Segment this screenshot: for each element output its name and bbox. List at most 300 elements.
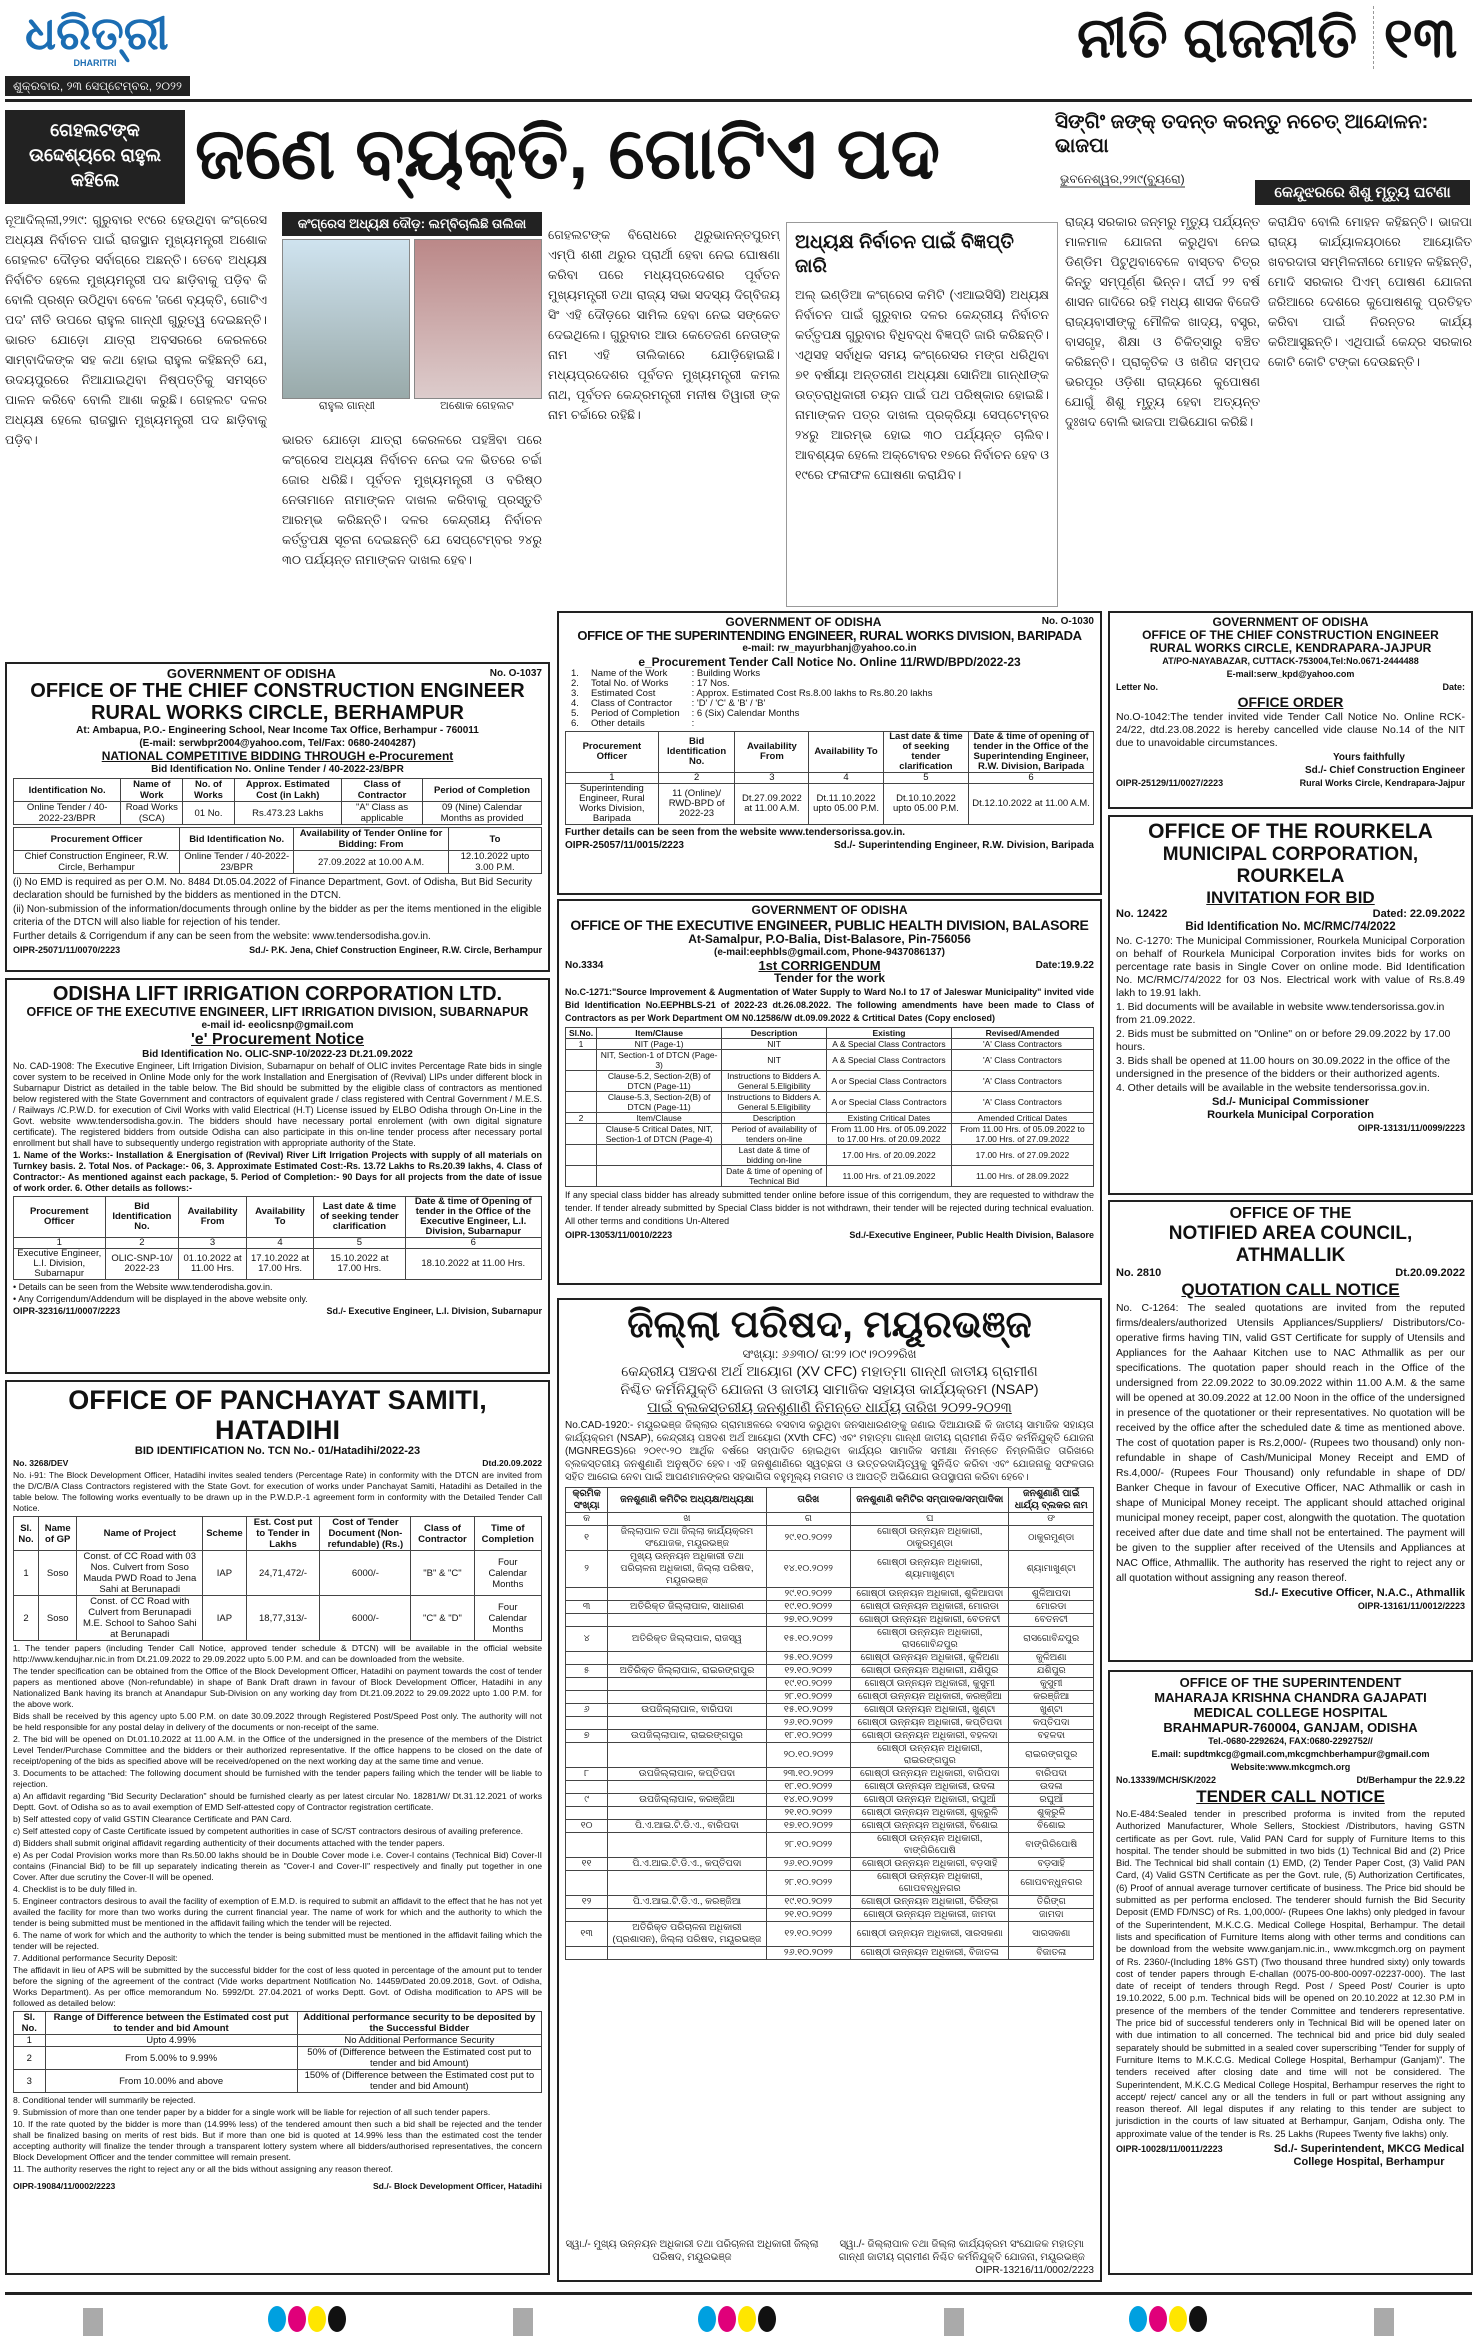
table-cell: ମୋରଡା [1009, 1601, 1094, 1614]
clauses [13, 1643, 542, 2009]
table-cell [608, 1947, 766, 1960]
signature: Sd./- Superintendent, MKCG Medical College Hospital, Berhampur [1273, 2143, 1465, 2169]
notice-date: Dtd.20.09.2022 [482, 1458, 542, 1468]
notice-body: No.O-1042:The tender invited vide Tender Call Notice No. Online RCK-24/22, dtd.23.08.2022 is hereby cancelled vide clause No.14 of the NIT due to unavoidable circumstances. [1116, 711, 1465, 749]
table-cell: ବହଳଦା [1009, 1730, 1094, 1743]
letter-no: Letter No. [1116, 682, 1159, 692]
table-cell: କପ୍ତିପଦା [1009, 1717, 1094, 1730]
table-cell: From 11.00 Hrs. of 05.09.2022 to 17.00 Hrs. of 27.09.2022 [951, 1124, 1093, 1145]
table-cell: ୨୮.୧୦.୨୦୨୨ [766, 1833, 850, 1858]
table-cell: କ୍ରମିକ ସଂଖ୍ୟା [566, 1488, 608, 1513]
table-cell: 1 [14, 2035, 46, 2047]
table-cell: ୨୧.୧୦.୨୦୨୨ [766, 1909, 850, 1922]
table-cell: 5. [571, 708, 579, 719]
oipr-code: OIPR-10028/11/0011/2223 [1116, 2144, 1223, 2155]
email: e-mail: rw_mayurbhanj@yahoo.co.in [742, 643, 917, 654]
table-cell: ଗୋଷ୍ଠୀ ଉନ୍ନୟନ ଅଧିକାରୀ, ଉଦଳା [851, 1781, 1009, 1794]
table-row [566, 1678, 1094, 1691]
table-cell [566, 1947, 608, 1960]
table-cell: 2 [658, 773, 735, 784]
table-cell: Upto 4.99% [45, 2035, 297, 2047]
notice-rw-kendrapara [1108, 611, 1473, 809]
signature: Sd./- Chief Construction Engineer [1304, 765, 1465, 776]
table-cell: ୯ [566, 1794, 608, 1807]
table-cell: ଗୋଷ୍ଠୀ ଉନ୍ନୟନ ଅଧିକାରୀ, ବହଳଦା [851, 1730, 1009, 1743]
table-cell: Period of availability of tenders on-line [722, 1124, 827, 1145]
table-cell: ସାରସକଣା [1009, 1922, 1094, 1947]
cmyk-marks [268, 2306, 348, 2337]
table-cell: Instructions to Bidders A. General 5.Eligibility [722, 1092, 827, 1113]
oipr-code: OIPR-13131/11/0099/2223 [1357, 1123, 1465, 1133]
gov-label: GOVERNMENT OF ODISHA [1212, 615, 1369, 629]
table-cell [566, 1588, 608, 1601]
table-cell: "B" & "C" [411, 1551, 474, 1596]
table-cell: ବାଙ୍ଗିରିପୋଷି [1009, 1833, 1094, 1858]
table-cell: ଖୁଣ୍ଟା [1009, 1704, 1094, 1717]
tender-table [565, 731, 1094, 825]
oipr-code: OIPR-13161/11/0012/2223 [1357, 1601, 1465, 1611]
table-row [566, 1833, 1094, 1858]
notice-clause: 8. Conditional tender will summarily be rejected. [13, 2095, 196, 2105]
notice-rmc-rourkela [1108, 815, 1473, 1195]
notice-clause: 4. Checklist is to be duly filled in. [13, 1884, 138, 1894]
signature: Sd./- Superintending Engineer, R.W. Division, Baripada [833, 840, 1094, 851]
table-cell [566, 1781, 608, 1794]
table-cell: 5 [883, 773, 968, 784]
table-cell: ପି.ଏ.ଆଇ.ଟି.ଡି.ଏ., କପ୍ତିପଦା [608, 1858, 766, 1871]
table-cell: : 17 Nos. [691, 678, 730, 689]
table-cell: ଙ [1009, 1513, 1094, 1526]
table-cell: ୧୨ [566, 1896, 608, 1909]
table-cell: ୨୯.୧୦.୨୦୨୨ [766, 1526, 850, 1551]
table-cell [566, 1166, 597, 1187]
table-cell [566, 1691, 608, 1704]
table-cell [608, 1652, 766, 1665]
table-cell: ଗୋପବନ୍ଧୁନଗର [1009, 1871, 1094, 1896]
table-cell: ଯଶିପୁର [1009, 1665, 1094, 1678]
notice-clause: The affidavit in lieu of APS will be submitted by the successful bidder for the cost of less quoted in percentage of the amount put to tender before the signing of the agreement of the contract (Vide works department Notification No. 14459/Dated 20.09.2018, Govt. of Odisha, Works Department). As per office memorandum No. 5992/Dt. 27.04.2021 of works Deptt. Govt. of Odisha modification to APS will be followed as detailed below: [13, 1965, 542, 2008]
table-cell [608, 1781, 766, 1794]
table-cell [566, 1652, 608, 1665]
office-title: OFFICE OF THE ROURKELA [1148, 820, 1433, 843]
table-cell: 1 [566, 773, 659, 784]
table-row [566, 1781, 1094, 1794]
table-cell: ଖ [608, 1513, 766, 1526]
notice-number: No. 12422 [1116, 908, 1168, 920]
bid-id: Bid Identification No. Online Tender / 40-2022-23/BPR [151, 764, 404, 775]
notice-rw-berhampur [5, 662, 550, 972]
table-row [14, 1238, 542, 1249]
table-cell: ବଡ଼ସାହି [1009, 1858, 1094, 1871]
table-row [14, 802, 542, 825]
table-cell: ପି.ଏ.ଆଇ.ଟି.ଡି.ଏ., ବାରିପଦା [608, 1820, 766, 1833]
table-row [14, 1551, 542, 1596]
table-cell: Dt.12.10.2022 at 11.00 A.M. [969, 784, 1094, 825]
notice-body: No. C-1270: The Municipal Commissioner, Rourkela Municipal Corporation on behalf of Rourkela Municipal Corporation invites bids for works on percentage rate basis in Single Cover on online mode. Bid Identification No. MC/RMC/74/2022 for 03 Nos. Electrical work with value of Rs.8.49 lakh to 19.91 lakh. [1116, 935, 1465, 999]
notice-heading: OFFICE ORDER [1237, 694, 1344, 710]
table-cell: ତିରିଙ୍ଗ [1009, 1896, 1094, 1909]
notice-heading: କେନ୍ଦ୍ରୀୟ ପଞ୍ଚଦଶ ଅର୍ଥ ଆୟୋଗ (XV CFC) ମହାତ୍ମା ଗାନ୍ଧୀ ଜାତୀୟ ଗ୍ରାମୀଣ [621, 1363, 1038, 1379]
signature: Sd./- Executive Engineer, L.I. Division, Subarnapur [326, 1306, 542, 1316]
table-cell: A or Special Class Contractors [827, 1071, 952, 1092]
notice-date: Date:19.9.22 [1035, 960, 1094, 971]
table-cell: Chief Construction Engineer, R.W. Circle, Berhampur [14, 851, 180, 874]
side-dateline: ଭୁବନେଶ୍ୱର,୨୨ା୯(ବ୍ୟୁରୋ) [1060, 172, 1185, 186]
table-cell: : [691, 718, 695, 729]
table-cell: 17.10.2022 at 17.00 Hrs. [246, 1249, 314, 1280]
table-cell [608, 1871, 766, 1896]
table-cell: Clause-5 Critical Dates, NIT, Section-1 of DTCN (Page-4) [597, 1124, 722, 1145]
table-row [14, 1249, 542, 1280]
oipr-code: OIPR-25071/11/0070/2223 [13, 945, 121, 955]
table-cell: ଜନଶୁଣାଣି କମିଟିର ଅଧ୍ୟକ୍ଷ/ଅଧ୍ୟକ୍ଷା [608, 1488, 766, 1513]
table-cell: ଗୋଷ୍ଠୀ ଉନ୍ନୟନ ଅଧିକାରୀ, ରାସଗୋବିନ୍ଦପୁର [851, 1627, 1009, 1652]
page-number: ୧୩ [1373, 6, 1457, 69]
notice-date: Dt/Berhampur the 22.9.22 [1356, 1775, 1465, 1785]
table-cell: Bid Identification No. [180, 828, 294, 851]
table-row [565, 719, 938, 729]
newspaper-logo [25, 7, 169, 69]
table-cell: Availability To [246, 1197, 314, 1238]
table-cell: Last date & time of bidding on-line [722, 1145, 827, 1166]
notice-date: Dt.20.09.2022 [1395, 1267, 1465, 1279]
table-cell: Existing [827, 1028, 952, 1039]
bid-id: BID IDENTIFICATION No. TCN No.- 01/Hatadihi/2022-23 [134, 1445, 421, 1457]
table-cell: 18.10.2022 at 11.00 Hrs. [405, 1249, 542, 1280]
table-cell: ୨୧.୧୦.୨୦୨୨ [766, 1807, 850, 1820]
table-cell: NIT [722, 1039, 827, 1050]
notice-heading: TENDER CALL NOTICE [1196, 1787, 1385, 1806]
cmyk-marks [1129, 2306, 1209, 2337]
table-cell: 6000/- [320, 1551, 411, 1596]
notice-heading: INVITATION FOR BID [1206, 888, 1375, 907]
table-cell: Description [722, 1113, 827, 1124]
table-cell: IAP [203, 1596, 246, 1641]
table-cell: କ [566, 1513, 608, 1526]
table-cell [608, 1807, 766, 1820]
table-cell: Approx. Estimated Cost (in Lakh) [234, 779, 341, 802]
table-cell [597, 1145, 722, 1166]
photo-title: କଂଗ୍ରେସ ଅଧ୍ୟକ୍ଷ ଦୌଡ଼: ଲମ୍ବିଚାଲିଛି ତାଲିକା [282, 212, 542, 236]
table-cell: Class of Contractor [411, 1517, 474, 1551]
table-cell: Soso [39, 1596, 77, 1641]
table-cell: Est. Cost put to Tender in Lakhs [246, 1517, 320, 1551]
notice-number: No. 3268/DEV [13, 1458, 69, 1468]
table-cell: Cost of Tender Document (Non-refundable) (Rs.) [320, 1517, 411, 1551]
table-cell: ଅତିରିକ୍ତ ଜିଲ୍ଲାପାଳ, ରାଇରଙ୍ଗପୁର [608, 1665, 766, 1678]
notice-clause: 1. Bid documents will be available in website www.tendersorissa.gov.in from 21.09.2022. [1116, 1001, 1445, 1026]
lead-column-1: ନୂଆଦିଲ୍ଲୀ,୨୨ା୯: ଗୁରୁବାର ୧୯ରେ ହେଉଥିବା କଂଗ୍ରେସ ଅଧ୍ୟକ୍ଷ ନିର୍ବାଚନ ପାଇଁ ରାଜସ୍ଥାନ ମୁଖ୍ୟମନ୍ତ୍ରୀ ଅଶୋକ ଗେହଲଟ ଦୌଡ଼ର ସର୍ବାଗ୍ରେ ଅଛନ୍ତି। ତେବେ ଅଧ୍ୟକ୍ଷ ନିର୍ବାଚିତ ହେଲେ ମୁଖ୍ୟମନ୍ତ୍ରୀ ପଦ ଛାଡ଼ିବାକୁ ପଡ଼ିବ କି ବୋଲି ପ୍ରଶ୍ନ ଉଠିଥିବା ବେଳେ 'ଜଣେ ବ୍ୟକ୍ତି, ଗୋଟିଏ ପଦ' ନୀତି ଉପରେ ରାହୁଲ ଗାନ୍ଧୀ ଗୁରୁତ୍ୱ ଦେଇଛନ୍ତି। ଭାରତ ଯୋଡ଼ୋ ଯାତ୍ରା ଅବସରରେ କେରଳରେ ସାମ୍ବାଦିକଙ୍କ ସହ କଥା ହୋଇ ରାହୁଲ କହିଛନ୍ତି ଯେ, ଉଦୟପୁରରେ ନିଆଯାଇଥିବା ନିଷ୍ପତ୍ତିକୁ ସମସ୍ତେ ପାଳନ କରିବେ ବୋଲି ଆଶା କରୁଛି। ଗେହଲଟ ଦଳର ଅଧ୍ୟକ୍ଷ ହେଲେ ରାଜସ୍ଥାନ ମୁଖ୍ୟମନ୍ତ୍ରୀ ପଦ ଛାଡ଼ିବାକୁ ପଡ଼ିବ। [5, 213, 267, 447]
table-cell: ଗୋଷ୍ଠୀ ଉନ୍ନୟନ ଅଧିକାରୀ, ଜାମଦା [851, 1909, 1009, 1922]
note: Further details & Corrigendum if any can be seen from the website: www.tendersodisha.gov.in. [13, 931, 431, 942]
table-cell: ୧୦ [566, 1820, 608, 1833]
table-cell: Clause-5.3, Section-2(B) of DTCN (Page-11) [597, 1092, 722, 1113]
table-row [566, 1691, 1094, 1704]
table-cell: 6 [405, 1238, 542, 1249]
table-cell: ଗୋଷ୍ଠୀ ଉନ୍ନୟନ ଅଧିକାରୀ, ବଡ଼ସାହି [851, 1858, 1009, 1871]
table-cell: 3. [571, 688, 579, 699]
closing: Yours faithfully [1332, 752, 1405, 763]
table-row [566, 1039, 1094, 1050]
signature: Sd./- Municipal Commissioner [1211, 1096, 1370, 1108]
bid-id: Bid Identification No. OLIC-SNP-10/2022-23 Dt.21.09.2022 [142, 1049, 413, 1060]
table-row [566, 1526, 1094, 1551]
signature: Rourkela Municipal Corporation [1207, 1109, 1374, 1121]
further-details: Further details can be seen from the website www.tendersorissa.gov.in. [565, 827, 906, 838]
table-cell: ୨ [566, 1551, 608, 1588]
telephone: Tel.-0680-2292624, FAX:0680-2292752// [1208, 1736, 1373, 1746]
table-cell: ୧୯.୧୦.୨୦୨୨ [766, 1896, 850, 1909]
table-cell: ୭ [566, 1730, 608, 1743]
notice-clause: 3. Bids shall be opened at 11.00 hours on 30.09.2022 in the office of the undersigned in the presence of the bidders or their authorized agents. [1116, 1055, 1451, 1080]
office-title: RURAL WORKS CIRCLE, BERHAMPUR [91, 702, 464, 724]
table-row [566, 1588, 1094, 1601]
lead-column-3: ଗେହଲଟଙ୍କ ବିରୋଧରେ ଥିରୁଭାନନ୍ତପୁରମ୍ ଏମ୍‌ପି ଶଶୀ ଥରୁର ପ୍ରାର୍ଥୀ ହେବା ନେଇ ଘୋଷଣା କରିବା ପରେ ମଧ୍ୟପ୍ରଦେଶର ପୂର୍ବତନ ମୁଖ୍ୟମନ୍ତ୍ରୀ ତଥା ରାଜ୍ୟ ସଭା ସଦସ୍ୟ ଦିଗ୍‌ବିଜୟ ସିଂ ଏହି ଦୌଡ଼ରେ ସାମିଲ ହେବା ନେଇ ସଙ୍କେତ ଦେଇଥିଲେ। ଗୁରୁବାର ଆଉ କେତେଜଣ ନେତାଙ୍କ ନାମ ଏହି ତାଲିକାରେ ଯୋଡ଼ିହୋଇଛି। ମଧ୍ୟପ୍ରଦେଶର ପୂର୍ବତନ ମୁଖ୍ୟମନ୍ତ୍ରୀ କମଲ ନାଥ, ପୂର୍ବତନ କେନ୍ଦ୍ରମନ୍ତ୍ରୀ ମନୀଷ ତିୱାରୀ ଙ୍କ ନାମ ଚର୍ଚ୍ଚାରେ ରହିଛି। [548, 228, 780, 422]
signature: Sd./- Block Development Officer, Hatadihi [372, 2181, 542, 2191]
table-cell: ଉପଜିଲ୍ଲାପାଳ, ବାରିପଦା [608, 1704, 766, 1717]
table-cell: 6. [571, 718, 579, 729]
office-title: MEDICAL COLLEGE HOSPITAL [1193, 1705, 1388, 1720]
table-cell: Dt.27.09.2022 at 11.00 A.M. [735, 784, 809, 825]
table-cell: No. of Works [183, 779, 234, 802]
table-cell: 01 No. [183, 802, 234, 825]
table-cell: : Approx. Estimated Cost Rs.8.00 lakhs to Rs.80.20 lakhs [691, 688, 933, 699]
notice-clause: Bids shall be received by this agency upto 5.00 P.M. on date 30.09.2022 through Registered Post/Speed Post only. The authority will not be held responsible for any postal delay in delivery of the documents or non-receipt of the same. [13, 1711, 542, 1732]
box-title: ଅଧ୍ୟକ୍ଷ ନିର୍ବାଚନ ପାଇଁ ବିଜ୍ଞପ୍ତି ଜାରି [795, 232, 1014, 277]
table-cell: Total No. of Works [590, 678, 669, 689]
office-title: OFFICE OF PANCHAYAT SAMITI, HATADIHI [68, 1385, 487, 1445]
table-cell: To [448, 828, 541, 851]
footer-rule [5, 2292, 1472, 2295]
notice-clause: b) Self attested copy of valid GSTIN Clearance Certificate and PAN Card. [13, 1814, 292, 1824]
table-cell: Road Works (SCA) [121, 802, 183, 825]
table-row [566, 1513, 1094, 1526]
table-cell: ଗୋଷ୍ଠୀ ଉନ୍ନୟନ ଅଧିକାରୀ, ବାଙ୍ଗିରିପୋଷି [851, 1833, 1009, 1858]
table-header-row [566, 732, 1094, 773]
address: At: Ambapua, P.O.- Engineering School, Near Income Tax Office, Berhampur - 760011 [76, 725, 479, 736]
table-cell: ରାସଗୋବିନ୍ଦପୁର [1009, 1627, 1094, 1652]
table-cell: Soso [39, 1551, 77, 1596]
table-cell [566, 1071, 597, 1092]
table-cell: ଜନଶୁଣାଣି କମିଟିର ସମ୍ପାଦକ/ସମ୍ପାଦିକା [851, 1488, 1009, 1513]
masthead-rule [5, 99, 1472, 102]
table-row [566, 1743, 1094, 1768]
table-cell: Amended Critical Dates [951, 1113, 1093, 1124]
notice-subheading: Tender for the work [773, 971, 886, 985]
table-cell: 11.00 Hrs. of 21.09.2022 [827, 1166, 952, 1187]
table-cell: Name of the Work [590, 668, 668, 679]
table-cell: Superintending Engineer, Rural Works Division, Baripada [566, 784, 659, 825]
office-title: OFFICE OF THE SUPERINTENDING ENGINEER, RURAL WORKS DIVISION, BARIPADA [577, 628, 1082, 643]
table-cell: ୧୫.୧୦.୨୦୨୨ [766, 1704, 850, 1717]
table-cell: A & Special Class Contractors [827, 1039, 952, 1050]
table-row [566, 1166, 1094, 1187]
table-row [566, 1627, 1094, 1652]
notice-number: No. O-1037 [489, 668, 542, 679]
notice-number: No. 2810 [1116, 1267, 1162, 1279]
gray-swatch [83, 2308, 103, 2336]
table-row [566, 1730, 1094, 1743]
aps-table [13, 2011, 542, 2093]
table-cell: ଗୋଷ୍ଠୀ ଉନ୍ନୟନ ଅଧିକାରୀ, ମୋରଡା [851, 1601, 1009, 1614]
table-cell: 17.00 Hrs. of 20.09.2022 [827, 1145, 952, 1166]
table-cell: Item/Clause [597, 1028, 722, 1039]
table-cell: ରଘୁଆଁ [1009, 1794, 1094, 1807]
email: e-mail id- eeolicsnp@gmail.com [201, 1020, 354, 1031]
table-cell: NIT [722, 1050, 827, 1071]
table-row [566, 1145, 1094, 1166]
oipr-code: OIPR-13216/11/0002/2223 [975, 2265, 1094, 2276]
table-cell: Period of Completion [423, 779, 542, 802]
table-row [14, 851, 542, 874]
table-row [14, 2035, 542, 2047]
tender-table [13, 1516, 542, 1641]
table-cell [566, 1092, 597, 1113]
table-cell: ୫ [566, 1665, 608, 1678]
table-cell: From 11.00 Hrs. of 05.09.2022 to 17.00 Hrs. of 20.09.2022 [827, 1124, 952, 1145]
notice-heading: e_Procurement Tender Call Notice No. Online 11/RWD/BPD/2022-23 [638, 655, 1021, 669]
table-cell: 15.10.2022 at 17.00 Hrs. [314, 1249, 405, 1280]
table-row [566, 1858, 1094, 1871]
notice-date: Date: [1442, 682, 1465, 692]
table-cell [608, 1743, 766, 1768]
notice-clause: a) An affidavit regarding "Bid Security Declaration" should be furnished clearly as per latest circular No. 18281/W/ Dt.31.12.2021 of works Deptt. Govt. of Odisha so as to avail exemption of EMD Self-attested copy of Contractor registration certificate. [13, 1791, 542, 1812]
table-cell: A or Special Class Contractors [827, 1092, 952, 1113]
office-title: NOTIFIED AREA COUNCIL, ATHMALLIK [1168, 1223, 1413, 1266]
table-cell [608, 1717, 766, 1730]
corrigendum-table [565, 1027, 1094, 1187]
photo-caption: ରାହୁଲ ଗାନ୍ଧୀ [318, 400, 376, 412]
address: AT/PO-NAYABAZAR, CUTTACK-753004,Tel:No.0671-2444488 [1162, 656, 1419, 666]
notice-body: No. CAD-1908: The Executive Engineer, Lift Irrigation Division, Subarnapur on behalf of OLIC invites Percentage Rate bids in single cover system to be received in Online Mode only for the work Installation and Energisation of (Revival) LIPs under different block in Subarnapur District as detailed in the table below. The Bid should be submitted by the eligible class of contractors as mentioned below registered with the State Government and contractors of equivalent grade / class registered with Central Government / M.E.S. / Railways /C.P.W.D. for execution of Civil Works with valid Electrical (H.T) License issued by ELBO Odisha through On-Line in the Govt. website www.tendersodisha.gov.in. The bidders should have necessary portal enrolement (with own digital signature certificate). The registered bidders from outside Odisha can also participate in this on-line tender process after necessary portal enrollment but shall have to subsequently undergo registration with appropriate authority of the State. [13, 1061, 542, 1148]
notice-ps-hatadihi [5, 1380, 550, 2275]
table-row [566, 1896, 1094, 1909]
table-cell: 4. [571, 698, 579, 709]
table-header-row [14, 828, 542, 851]
notice-number: No.3334 [565, 960, 604, 971]
office-title: ODISHA LIFT IRRIGATION CORPORATION LTD. [52, 983, 503, 1005]
table-row [566, 773, 1094, 784]
works-details: 1. Name of the Works:- Installation & Energisation of (Revival) River Lift Irrigation Projects with supply of all materials on Turnkey basis. 2. Total Nos. of Package:- 06, 3. Approximate Estimated Cost:-Rs. 13.72 Lakhs to Rs.20.39 lakhs, 4. Class of Contractor:- As mentioned against each package, 5. Period of Completion:- 90 Days for all projects from the date of issue of work order. 6. Other details as follows:- [13, 1150, 542, 1193]
table-cell: 3 [179, 1238, 246, 1249]
table-cell: ଉପଜିଲ୍ଲାପାଳ, କପ୍ତିପଦା [608, 1768, 766, 1781]
table-cell [566, 1833, 608, 1858]
table-row [566, 1820, 1094, 1833]
table-cell: 17.00 Hrs. of 27.09.2022 [951, 1145, 1093, 1166]
notice-body: No.CAD-1920:- ମୟୂରଭଞ୍ଜ ଜିଲ୍ଲାର ଗ୍ରାମାଞ୍ଚଳରେ ବସବାସ କରୁଥିବା ଜନସାଧାରଣଙ୍କୁ ଜଣାଇ ଦିଆଯାଉଛି କି ଜାତୀୟ ସାମାଜିକ ସହାୟତା କାର୍ଯ୍ୟକ୍ରମ (NSAP), କେନ୍ଦ୍ରୀୟ ପଞ୍ଚଦଶ ଅର୍ଥ ଆୟୋଗ (XVth CFC) ଏବଂ ମହାତ୍ମା ଗାନ୍ଧୀ ଜାତୀୟ ଗ୍ରାମୀଣ ନିଶ୍ଚିତ କର୍ମନିଯୁକ୍ତି ଯୋଜନା (MGNREGS)ରେ ୨୦୧୯-୨୦ ଆର୍ଥିକ ବର୍ଷରେ ସମ୍ପାଦିତ ହୋଇଥିବା କାର୍ଯ୍ୟର ସାମାଜିକ ସମୀକ୍ଷା ନିମନ୍ତେ ନିମ୍ନଲିଖିତ ତାରିଖରେ ବ୍ଲକସ୍ତରୀୟ ଜନଶୁଣାଣି ଅନୁଷ୍ଠିତ ହେବ। ଏହି ଜନଶୁଣାଣିରେ ସ୍ୱଚ୍ଛତା ଓ ଉତ୍ତରଦାୟିତ୍ୱକୁ ସୁନିଶ୍ଚିତ କରିବା ଏବଂ ଯୋଜନାକୁ ସଫଳତାର ସହିତ ଆଗେଇ ନେବା ପାଇଁ ଆପଣମାନଙ୍କର ସହଭାଗିତା ବହୁମୂଲ୍ୟ ମତାମତ ଓ ଆପତ୍ତି ଅଭିଯୋଗ ଉପସ୍ଥାପନା କରିବା ହେବେ। [565, 1420, 1094, 1483]
table-cell: Clause-5.2, Section-2(B) of DTCN (Page-11) [597, 1071, 722, 1092]
table-cell [566, 1909, 608, 1922]
table-cell: IAP [203, 1551, 246, 1596]
signature: Sd./- Executive Officer, N.A.C., Athmallik [1254, 1587, 1465, 1599]
table-cell: ୧୭.୧୦.୨୦୨୨ [766, 1820, 850, 1833]
notice-clause: 10. If the rate quoted by the bidder is more than (14.99% less) of the tendered amount then such a bid shall be rejected and the tender shall be finalized basing on merits of rest bids. But if more than one bid is quoted at 14.99% less than the estimated cost the tender accepting authority will finalize the tender through a transparent lottery system where all bidders/authorised representatives, the concern Block Development Officer and the tender committee will remain present. [13, 2119, 542, 2162]
table-cell: Estimated Cost [590, 688, 656, 699]
table-cell: Period of Completion [590, 708, 680, 719]
table-cell: 11.00 Hrs. of 28.09.2022 [951, 1166, 1093, 1187]
notice-clause: d) Bidders shall submit original affidavit regarding authenticity of their documents attached with the tender papers. [13, 1838, 445, 1848]
contact: (E-mail: serwbpr2004@yahoo.com, Tel/Fax: 0680-2404287) [139, 738, 416, 749]
table-cell: ଗୋଷ୍ଠୀ ଉନ୍ନୟନ ଅଧିକାରୀ, ତିରିଙ୍ଗ [851, 1896, 1009, 1909]
table-cell: ଗୋଷ୍ଠୀ ଉନ୍ନୟନ ଅଧିକାରୀ, ଶୁକ୍ରୁଳି [851, 1807, 1009, 1820]
table-cell: Date & time of opening of tender in the Office of the Superintending Engineer, R.W. Division, Baripada [969, 732, 1094, 773]
notice-clause: 7. Additional performance Security Deposit: [13, 1953, 178, 1963]
table-cell: ୨୬.୧୦.୨୦୨୨ [766, 1717, 850, 1730]
table-cell: 12.10.2022 upto 3.00 P.M. [448, 851, 541, 874]
table-cell: 4 [809, 773, 883, 784]
notice-clause: 4. Other details will be available in the website tendersorissa.gov.in. [1116, 1082, 1430, 1094]
office-title: OFFICE OF THE EXECUTIVE ENGINEER, LIFT IRRIGATION DIVISION, SUBARNAPUR [26, 1005, 529, 1019]
table-cell: Const. of CC Road with 03 Nos. Culvert from Soso Mauda PWD Road to Jena Sahi at Berunapadi [77, 1551, 203, 1596]
table-cell [608, 1614, 766, 1627]
notice-olic-subarnapur [5, 978, 550, 1374]
table-header-row [566, 1028, 1094, 1039]
table-cell: 150% of (Difference between the Estimated cost put to tender and bid Amount) [297, 2070, 541, 2093]
table-cell: Name of Project [77, 1517, 203, 1551]
clauses [1116, 1001, 1465, 1095]
table-cell: ୮ [566, 1768, 608, 1781]
gray-swatch [513, 2308, 533, 2336]
table-cell: ଗୋଷ୍ଠୀ ଉନ୍ନୟନ ଅଧିକାରୀ, ବିଜାତଳା [851, 1947, 1009, 1960]
table-header-row [14, 1197, 542, 1238]
table-cell: ତାରିଖ [766, 1488, 850, 1513]
print-registration-marks [0, 2306, 1477, 2337]
office-title: OFFICE OF THE [1229, 1205, 1352, 1222]
notice-heading: 1st CORRIGENDUM [758, 958, 881, 973]
table-cell: ୨୬.୧୦.୨୦୨୨ [766, 1947, 850, 1960]
table-cell: ଗୋଷ୍ଠୀ ଉନ୍ନୟନ ଅଧିକାରୀ, ଯଶିପୁର [851, 1665, 1009, 1678]
table-cell: ଗୋଷ୍ଠୀ ଉନ୍ନୟନ ଅଧିକାରୀ, ବିଶୋଇ [851, 1820, 1009, 1833]
table-cell [566, 1050, 597, 1071]
office-title: OFFICE OF THE EXECUTIVE ENGINEER, PUBLIC HEALTH DIVISION, BALASORE [570, 917, 1089, 933]
table-cell: ୧୪.୧୦.୨୦୨୨ [766, 1794, 850, 1807]
table-cell [608, 1691, 766, 1704]
logo-subtext: DHARITRI [73, 58, 117, 68]
notice-zilla-parishad-mayurbhanj [557, 1298, 1102, 2282]
section-name: ନୀତି ରାଜନୀତି [1077, 6, 1358, 69]
table-row [566, 1768, 1094, 1781]
table-cell [608, 1678, 766, 1691]
table-cell: ୧୫.୧୦.୨୦୨୨ [766, 1627, 850, 1652]
table-cell: ଗ [766, 1513, 850, 1526]
table-cell: ୨୮.୧୦.୨୦୨୨ [766, 1691, 850, 1704]
table-row [566, 1113, 1094, 1124]
table-row [566, 1717, 1094, 1730]
office-title: OFFICE OF THE SUPERINTENDENT [1179, 1675, 1402, 1690]
table-cell: 1. [571, 668, 579, 679]
table-cell: "A" Class as applicable [341, 802, 422, 825]
table-cell: Scheme [203, 1517, 246, 1551]
table-cell: ଉପଜିଲ୍ଲାପାଳ, ରାଇରଙ୍ଗପୁର [608, 1730, 766, 1743]
table-cell: Date & time of Opening of tender in the Office of the Executive Engineer, L.I. Division, Subarnapur [405, 1197, 542, 1238]
table-row [566, 1807, 1094, 1820]
table-cell: NIT, Section-1 of DTCN (Page-3) [597, 1050, 722, 1071]
notice-number: No.13339/MCH/SK/2022 [1116, 1775, 1217, 1785]
contact: (e-mail:eephbls@gmail.com, Phone-9437086137) [714, 947, 945, 958]
table-cell: ରାଇରଙ୍ଗପୁର [1009, 1743, 1094, 1768]
gov-label: GOVERNMENT OF ODISHA [725, 615, 882, 629]
table-cell: Const. of CC Road with Culvert from Berunapadi M.E. School to Sahoo Sahi at Berunapadi [77, 1596, 203, 1641]
table-cell: Name of Work [121, 779, 183, 802]
office-title: BRAHMAPUR-760004, GANJAM, ODISHA [1163, 1720, 1418, 1735]
table-cell: 2. [571, 678, 579, 689]
office-title: MUNICIPAL CORPORATION, ROURKELA [1162, 844, 1419, 887]
table-cell: OLIC-SNP-10/ 2022-23 [105, 1249, 179, 1280]
table-cell: Additional performance security to be deposited by the Successful Bidder [297, 2012, 541, 2035]
table-cell [566, 1743, 608, 1768]
lead-headline: ଜଣେ ବ୍ୟକ୍ତି, ଗୋଟିଏ ପଦ [195, 114, 941, 194]
table-cell: ଉଦଳା [1009, 1781, 1094, 1794]
